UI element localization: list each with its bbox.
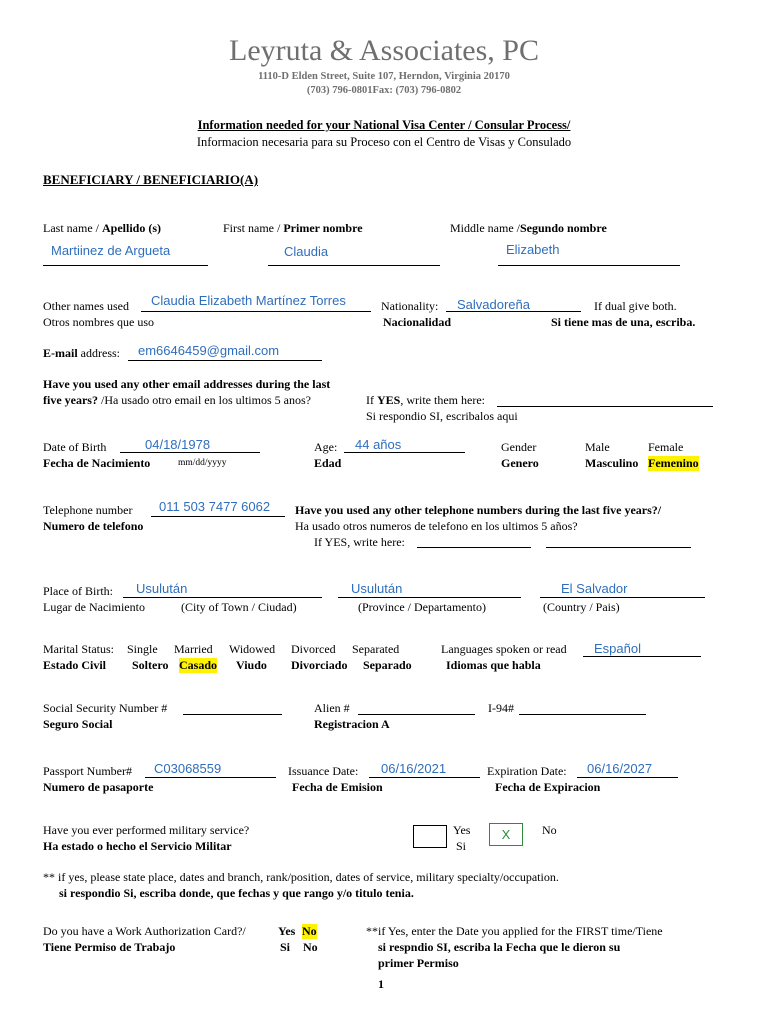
marital-divorced-es[interactable]: Divorciado: [291, 658, 348, 672]
i94-line[interactable]: [519, 714, 646, 715]
other-names-line: [141, 311, 371, 312]
dob-label: Date of Birth: [43, 440, 107, 454]
other-email-question-2: five years? /Ha usado otro email en los ultimos 5 anos?: [43, 393, 311, 407]
work-si[interactable]: Si: [280, 940, 291, 954]
email-line: [128, 360, 322, 361]
marital-separated[interactable]: Separated: [352, 642, 400, 656]
military-si-label: Si: [456, 839, 467, 853]
nationality-line: [446, 311, 581, 312]
age-line: [344, 452, 465, 453]
phone-line: [151, 516, 285, 517]
passport-value[interactable]: C03068559: [154, 761, 222, 776]
age-label-es: Edad: [314, 456, 342, 470]
military-no-checkbox-checked[interactable]: X: [489, 823, 523, 846]
work-if-yes: **if Yes, enter the Date you applied for the FIRST time/Tiene: [366, 924, 663, 938]
firm-name: Leyruta & Associates, PC: [229, 34, 539, 67]
dual-label: If dual give both.: [594, 299, 677, 313]
marital-divorced[interactable]: Divorced: [291, 642, 336, 656]
alien-label: Alien #: [314, 701, 350, 715]
marital-married[interactable]: Married: [174, 642, 213, 656]
military-yes-checkbox[interactable]: [413, 825, 447, 848]
work-if-yes-es-1: si respndio SI, escriba la Fecha que le dieron su: [378, 940, 621, 954]
marital-widowed-es[interactable]: Viudo: [236, 658, 267, 672]
passport-label: Passport Number#: [43, 764, 132, 778]
province-value[interactable]: Usulután: [351, 581, 403, 596]
country-caption: (Country / Pais): [543, 600, 620, 614]
form-title-en: Information needed for your National Visa Center / Consular Process/: [197, 118, 571, 132]
other-phone-line-1[interactable]: [417, 547, 531, 548]
languages-label-es: Idiomas que habla: [446, 658, 541, 672]
last-name-line: [43, 265, 208, 266]
military-note-es: si respondio Si, escriba donde, que fechas y que rango y/o titulo tenia.: [59, 886, 414, 900]
ssn-line[interactable]: [183, 714, 282, 715]
marital-label-es: Estado Civil: [43, 658, 107, 672]
other-phone-if-yes: If YES, write here:: [314, 535, 405, 549]
work-no-es[interactable]: No: [303, 940, 318, 954]
last-name-label: Last name / Apellido (s): [43, 221, 161, 235]
phone-label: Telephone number: [43, 503, 133, 517]
work-yes[interactable]: Yes: [278, 924, 296, 938]
form-title-es: Informacion necesaria para su Proceso con el Centro de Visas y Consulado: [196, 135, 572, 149]
page-number: 1: [378, 977, 384, 991]
languages-value[interactable]: Español: [594, 641, 641, 656]
other-email-question: Have you used any other email addresses during the last: [43, 377, 331, 391]
age-label: Age:: [314, 440, 338, 454]
work-no-selected[interactable]: No: [302, 924, 317, 938]
email-label: E-mail address:: [43, 346, 120, 360]
military-no-label: No: [542, 823, 557, 837]
ssn-label-es: Seguro Social: [43, 717, 113, 731]
other-names-label: Other names used: [43, 299, 129, 313]
nationality-label-es: Nacionalidad: [383, 315, 452, 329]
dob-line: [120, 452, 260, 453]
expiration-line: [577, 777, 678, 778]
first-name-value[interactable]: Claudia: [284, 244, 329, 259]
expiration-value[interactable]: 06/16/2027: [587, 761, 653, 776]
firm-address: 1110-D Elden Street, Suite 107, Herndon, Virginia 20170: [258, 71, 510, 82]
city-caption: (City of Town / Ciudad): [181, 600, 297, 614]
city-value[interactable]: Usulután: [136, 581, 188, 596]
gender-female[interactable]: Female: [648, 440, 684, 454]
last-name-value[interactable]: Martiinez de Argueta: [51, 243, 171, 258]
marital-label: Marital Status:: [43, 642, 114, 656]
languages-label: Languages spoken or read: [441, 642, 567, 656]
marital-married-es-selected[interactable]: Casado: [179, 658, 218, 672]
nationality-value[interactable]: Salvadoreña: [457, 297, 530, 312]
passport-line: [145, 777, 276, 778]
military-yes-label: Yes: [453, 823, 471, 837]
country-value[interactable]: El Salvador: [561, 581, 628, 596]
other-phone-question-es: Ha usado otros numeros de telefono en los ultimos 5 años?: [295, 519, 578, 533]
dob-label-es: Fecha de Nacimiento: [43, 456, 151, 470]
military-question-es: Ha estado o hecho el Servicio Militar: [43, 839, 232, 853]
military-question: Have you ever performed military service?: [43, 823, 250, 837]
other-names-label-es: Otros nombres que uso: [43, 315, 154, 329]
other-phone-line-2[interactable]: [546, 547, 691, 548]
dob-value[interactable]: 04/18/1978: [145, 437, 211, 452]
i94-label: I-94#: [488, 701, 514, 715]
issuance-line: [369, 777, 480, 778]
alien-label-es: Registracion A: [314, 717, 390, 731]
passport-label-es: Numero de pasaporte: [43, 780, 154, 794]
marital-separated-es[interactable]: Separado: [363, 658, 412, 672]
other-email-line[interactable]: [497, 406, 713, 407]
marital-widowed[interactable]: Widowed: [229, 642, 276, 656]
dob-format: mm/dd/yyyy: [178, 458, 227, 468]
phone-label-es: Numero de telefono: [43, 519, 144, 533]
gender-male[interactable]: Male: [585, 440, 610, 454]
province-line: [338, 597, 521, 598]
phone-value[interactable]: 011 503 7477 6062: [159, 499, 271, 514]
other-email-if-yes-es: Si respondio SI, escribalos aqui: [366, 409, 518, 423]
email-value[interactable]: em6646459@gmail.com: [138, 343, 280, 358]
gender-label: Gender: [501, 440, 537, 454]
dual-label-es: Si tiene mas de una, escriba.: [551, 315, 696, 329]
first-name-line: [268, 265, 440, 266]
issuance-label-es: Fecha de Emision: [292, 780, 383, 794]
military-note: ** if yes, please state place, dates and branch, rank/position, dates of service, military specialty/occupation.: [43, 870, 559, 884]
work-question-es: Tiene Permiso de Trabajo: [43, 940, 176, 954]
nationality-label: Nationality:: [381, 299, 439, 313]
first-name-label: First name / Primer nombre: [223, 221, 363, 235]
marital-single-es[interactable]: Soltero: [132, 658, 169, 672]
issuance-label: Issuance Date:: [288, 764, 359, 778]
firm-phones: (703) 796-0801Fax: (703) 796-0802: [306, 85, 462, 96]
city-line: [123, 597, 322, 598]
work-if-yes-es-2: primer Permiso: [378, 956, 459, 970]
work-question: Do you have a Work Authorization Card?/: [43, 924, 246, 938]
middle-name-value[interactable]: Elizabeth: [506, 242, 560, 257]
other-names-value[interactable]: Claudia Elizabeth Martínez Torres: [151, 293, 346, 308]
middle-name-line: [498, 265, 680, 266]
age-value[interactable]: 44 años: [355, 437, 402, 452]
middle-name-label: Middle name /Segundo nombre: [450, 221, 607, 235]
gender-female-es-selected[interactable]: Femenino: [648, 456, 699, 470]
country-line: [540, 597, 705, 598]
expiration-label: Expiration Date:: [487, 764, 567, 778]
other-email-if-yes: If YES, write them here:: [366, 393, 485, 407]
section-title: BENEFICIARY / BENEFICIARIO(A): [43, 172, 259, 187]
alien-line[interactable]: [358, 714, 475, 715]
gender-male-es[interactable]: Masculino: [585, 456, 639, 470]
province-caption: (Province / Departamento): [358, 600, 486, 614]
issuance-value[interactable]: 06/16/2021: [381, 761, 447, 776]
expiration-label-es: Fecha de Expiracion: [495, 780, 601, 794]
place-label-es: Lugar de Nacimiento: [43, 600, 145, 614]
place-label: Place of Birth:: [43, 584, 113, 598]
languages-line: [583, 656, 701, 657]
gender-label-es: Genero: [501, 456, 539, 470]
ssn-label: Social Security Number #: [43, 701, 168, 715]
other-phone-question: Have you used any other telephone numbers during the last five years?/: [295, 503, 662, 517]
marital-single[interactable]: Single: [127, 642, 158, 656]
